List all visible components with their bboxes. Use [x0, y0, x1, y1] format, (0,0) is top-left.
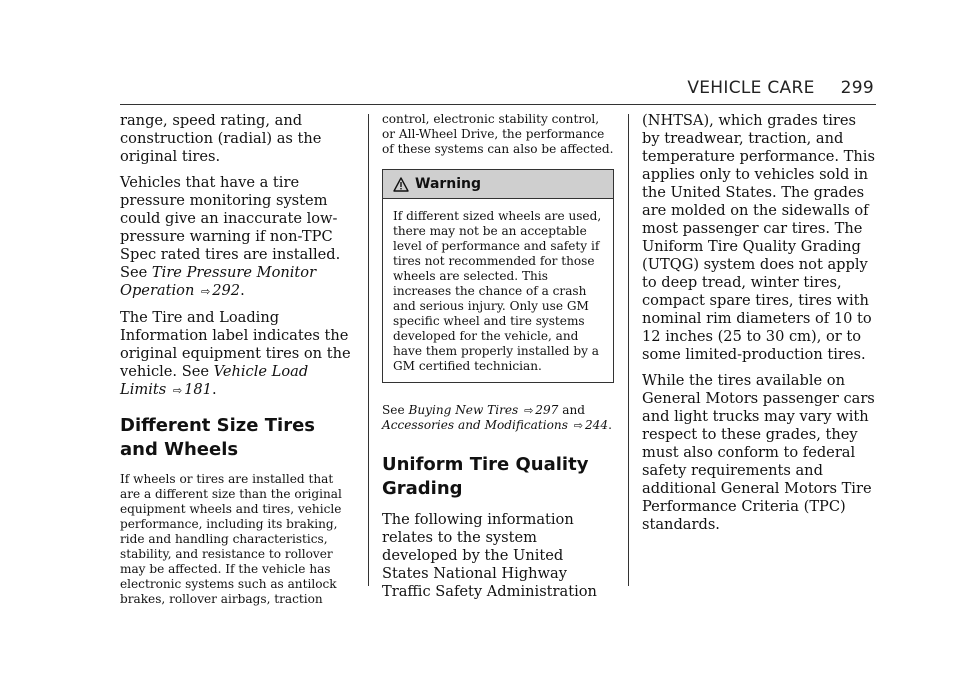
paragraph: (NHTSA), which grades tires by treadwear, traction, and temperature performance. This applies only to vehicles sold in the United States. The grades are molded on the sidewalls of most passenger car tires. The Uniform Tire Quality Grading (UTQG) system does not apply to deep tread, winter tires, compact spare tires, tires with nominal rim diameters of 10 to 12 inches (25 to 30 cm), or to some limited-production tires. — [642, 112, 875, 363]
reference-page[interactable]: 297 — [535, 403, 559, 417]
warning-text: If different sized wheels are used, there may not be an acceptable level of performance and safety if tires not recommended for those wheels are selected. This increases the chance of a crash and serious injury. Only use GM specific wheel and tire systems developed for the vehicle, and have them properly installed by a GM certified technician. — [393, 209, 602, 373]
reference-page[interactable]: 181 — [184, 381, 212, 398]
page-reference-arrow-icon: ⇨ — [573, 419, 583, 432]
paragraph: See Buying New Tires ⇨ 297 and Accessories and Modifications ⇨ 244. — [382, 403, 612, 432]
column-1 — [120, 112, 354, 615]
cross-reference-link[interactable]: Buying New Tires — [408, 403, 519, 417]
paragraph: The following information relates to the system developed by the United States National Highway Traffic Safety Administration — [382, 511, 597, 600]
page-number: 299 — [840, 78, 874, 98]
warning-title: Warning — [415, 176, 482, 192]
column-3 — [642, 112, 878, 542]
paragraph: The Tire and Loading Information label indicates the original equipment tires on the vehicle. See Vehicle Load Limits ⇨ 181. — [120, 309, 351, 398]
cross-reference-link[interactable]: Vehicle Load Limits — [120, 363, 309, 398]
section-heading: Different Size Tires and Wheels — [120, 415, 316, 460]
page-reference-arrow-icon: ⇨ — [200, 285, 211, 298]
warning-header — [383, 170, 613, 199]
column-divider — [368, 114, 369, 586]
paragraph: Vehicles that have a tire pressure monitoring system could give an inaccurate low-pressure warning if non-TPC Spec rated tires are installed. See Tire Pressure Monitor Operation ⇨ 292. — [120, 174, 341, 299]
cross-reference-link[interactable]: Tire Pressure Monitor Operation — [120, 264, 317, 299]
page-reference-arrow-icon: ⇨ — [524, 404, 534, 417]
column-2 — [382, 112, 614, 609]
warning-box — [382, 169, 614, 383]
section-title: VEHICLE CARE — [687, 78, 815, 98]
column-divider — [628, 114, 629, 586]
section-heading: Uniform Tire Quality Grading — [382, 454, 589, 499]
paragraph: range, speed rating, and construction (radial) as the original tires. — [120, 112, 322, 165]
warning-triangle-icon — [393, 177, 409, 192]
cross-reference-link[interactable]: Accessories and Modifications — [382, 418, 568, 432]
page-reference-arrow-icon: ⇨ — [172, 384, 183, 397]
warning-body — [383, 199, 613, 382]
reference-page[interactable]: 292 — [212, 282, 241, 299]
header-rule — [120, 104, 876, 105]
reference-page[interactable]: 244 — [584, 418, 609, 432]
paragraph: control, electronic stability control, or All-Wheel Drive, the performance of these systems can also be affected. — [382, 112, 614, 156]
page-header — [687, 78, 874, 98]
paragraph: If wheels or tires are installed that are a different size than the original equipment wheels and tires, vehicle performance, including its braking, ride and handling characteristics, stability, and resistance to rollover may be affected. If the vehicle has electronic systems such as antilock brakes, rollover airbags, traction — [120, 472, 342, 606]
paragraph: While the tires available on General Motors passenger cars and light trucks may vary with respect to these grades, they must also conform to federal safety requirements and additional General Motors Tire Performance Criteria (TPC) standards. — [642, 372, 875, 533]
